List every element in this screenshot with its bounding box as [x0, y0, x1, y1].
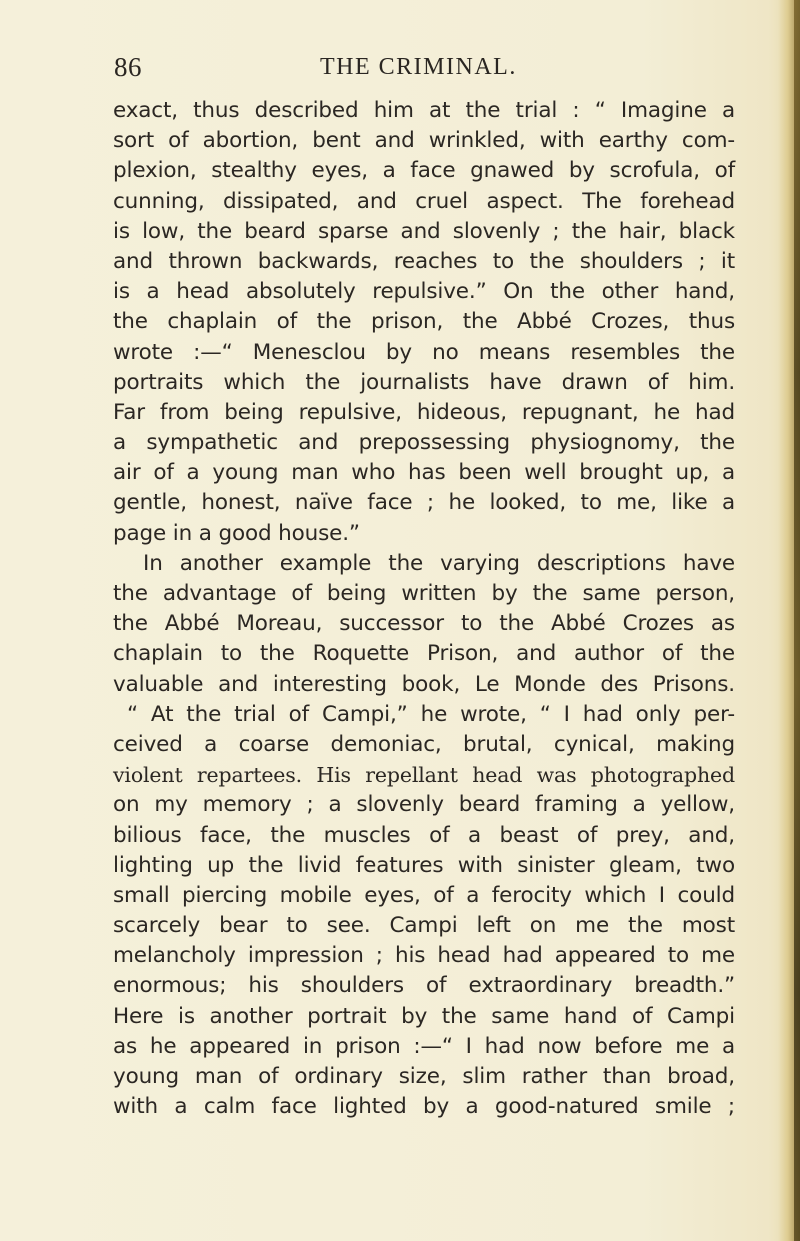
text-line: lighting up the livid features with sinister gleam, two	[113, 852, 735, 878]
page-number: 86	[114, 52, 142, 82]
text-line: wrote :—“ Menesclou by no means resembles the	[113, 339, 735, 365]
text-line: valuable and interesting book, Le Monde des Prisons.	[113, 671, 735, 697]
text-line: is low, the beard sparse and slovenly ; the hair, black	[113, 218, 735, 244]
text-line: on my memory ; a slovenly beard framing a yellow,	[113, 792, 735, 818]
text-line: the chaplain of the prison, the Abbé Crozes, thus	[113, 309, 735, 335]
text-line: Far from being repulsive, hideous, repugnant, he had	[113, 399, 735, 425]
text-line: and thrown backwards, reaches to the shoulders ; it	[113, 248, 735, 274]
page-edge-binding	[794, 0, 800, 1241]
text-line: is a head absolutely repulsive.” On the other hand,	[113, 279, 735, 305]
text-line: gentle, honest, naïve face ; he looked, to me, like a	[113, 490, 735, 516]
page-header	[114, 52, 734, 92]
text-line: page in a good house.”	[113, 520, 360, 546]
text-line-paragraph-start: In another example the varying descriptions have	[143, 550, 735, 576]
text-line: exact, thus described him at the trial : “ Imagine a	[113, 98, 735, 123]
text-line: chaplain to the Roquette Prison, and author of the	[113, 641, 735, 667]
text-line: the Abbé Moreau, successor to the Abbé Crozes as	[113, 611, 735, 637]
text-line: sort of abortion, bent and wrinkled, with earthy com-	[113, 128, 735, 154]
text-line: “ At the trial of Campi,” he wrote, “ I had only per-	[127, 701, 735, 727]
text-line: the advantage of being written by the same person,	[113, 581, 735, 606]
text-line: violent repartees. His repellant head was photographed	[113, 763, 735, 788]
text-line: melancholy impression ; his head had appeared to me	[113, 943, 735, 969]
text-line: Here is another portrait by the same hand of Campi	[113, 1003, 735, 1029]
running-head: THE CRIMINAL.	[320, 54, 517, 80]
text-line: ceived a coarse demoniac, brutal, cynical, making	[113, 731, 735, 757]
text-line: plexion, stealthy eyes, a face gnawed by scrofula, of	[113, 158, 735, 184]
body-text	[113, 96, 735, 1122]
text-line: young man of ordinary size, slim rather than broad,	[113, 1064, 735, 1089]
text-line: a sympathetic and prepossessing physiognomy, the	[113, 430, 735, 456]
text-line: small piercing mobile eyes, of a ferocity which I could	[113, 882, 735, 908]
text-line: scarcely bear to see. Campi left on me the most	[113, 913, 735, 939]
text-line: cunning, dissipated, and cruel aspect. The forehead	[113, 188, 735, 214]
text-line: portraits which the journalists have drawn of him.	[113, 369, 735, 395]
text-line: as he appeared in prison :—“ I had now before me a	[113, 1033, 735, 1059]
text-line: bilious face, the muscles of a beast of prey, and,	[113, 822, 735, 848]
text-line: with a calm face lighted by a good-natured smile ;	[113, 1094, 735, 1120]
text-line: air of a young man who has been well brought up, a	[113, 460, 735, 486]
text-line: enormous; his shoulders of extraordinary breadth.”	[113, 973, 735, 999]
